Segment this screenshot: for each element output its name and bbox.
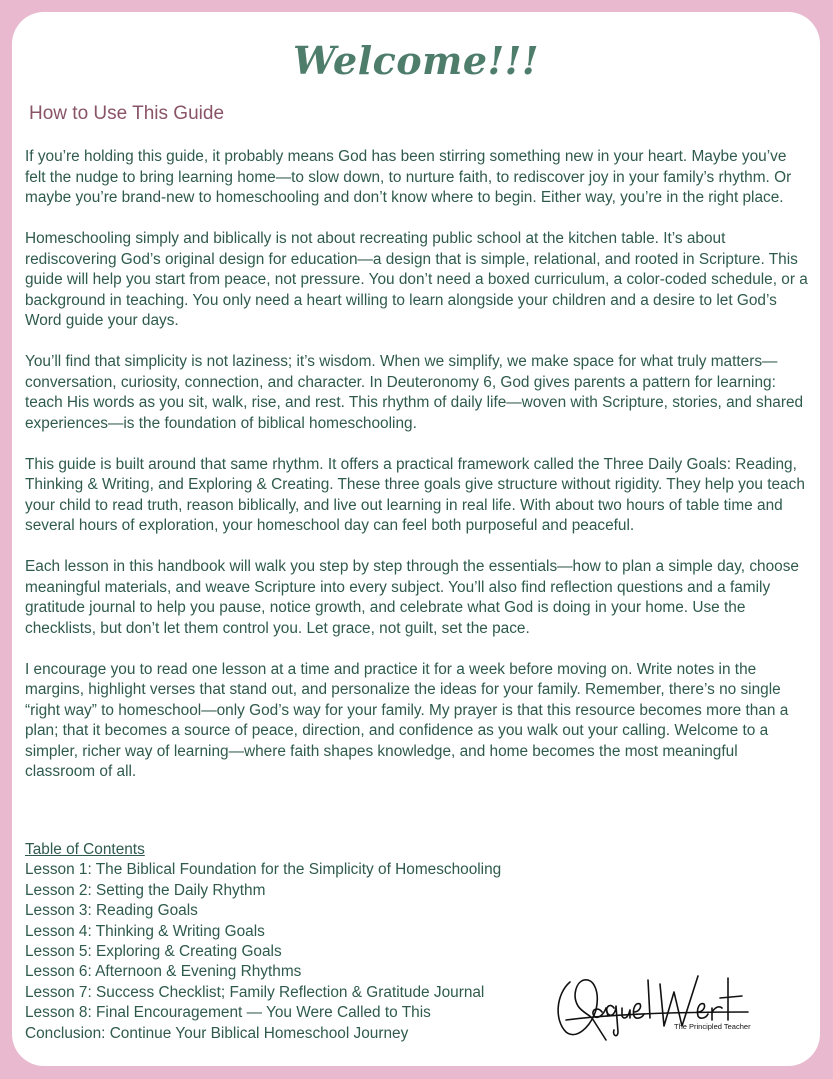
toc-item: Lesson 1: The Biblical Foundation for the Simplicity of Homeschooling bbox=[25, 861, 502, 879]
page-title: Welcome!!! bbox=[292, 38, 540, 83]
signature bbox=[552, 962, 752, 1052]
paragraph: Homeschooling simply and biblically is not about recreating public school at the kitchen table. It’s about rediscovering God’s original design for education—a design that is simple, relational, and rooted in Scripture. This guide will help you start from peace, not pressure. You don’t need a boxed curriculum, a color-coded schedule, or a background in teaching. You only need a heart willing to learn alongside your children and a desire to let God’s Word guide your days. bbox=[25, 230, 808, 329]
toc-item: Lesson 5: Exploring & Creating Goals bbox=[25, 943, 282, 961]
toc-item: Lesson 4: Thinking & Writing Goals bbox=[25, 922, 265, 940]
document-page bbox=[12, 12, 820, 1066]
signature-mark-icon bbox=[552, 962, 752, 1052]
table-of-contents bbox=[25, 840, 501, 1044]
signature-tagline: The Principled Teacher bbox=[674, 1022, 751, 1031]
paragraph: You’ll find that simplicity is not laziness; it’s wisdom. When we simplify, we make space for what truly matters—conversation, curiosity, connection, and character. In Deuteronomy 6, God gives parents a pattern for learning: teach His words as you sit, walk, rise, and rest. This rhythm of daily life—woven with Scripture, stories, and shared experiences—is the foundation of biblical homeschooling. bbox=[25, 353, 804, 432]
paragraph: Each lesson in this handbook will walk you step by step through the essentials—how to plan a simple day, choose meaningful materials, and weave Scripture into every subject. You’ll also find reflection questions and a family gratitude journal to help you pause, notice growth, and celebrate what God is doing in your home. Use the checklists, but don’t let them control you. Let grace, not guilt, set the pace. bbox=[25, 558, 799, 637]
toc-item: Lesson 7: Success Checklist; Family Reflection & Gratitude Journal bbox=[25, 983, 485, 1001]
paragraph: This guide is built around that same rhythm. It offers a practical framework called the Three Daily Goals: Reading, Thinking & Writing, and Exploring & Creating. These three goals give structure without rigidity. They help you teach your child to read truth, reason biblically, and live out learning in real life. With about two hours of table time and several hours of exploration, your homeschool day can feel both purposeful and peaceful. bbox=[25, 455, 805, 534]
toc-list bbox=[25, 860, 501, 1044]
toc-item: Conclusion: Continue Your Biblical Homeschool Journey bbox=[25, 1024, 409, 1042]
paragraph: If you’re holding this guide, it probably means God has been stirring something new in your heart. Maybe you’ve felt the nudge to bring learning home—to slow down, to nurture faith, to rediscover joy in your family’s rhythm. Or maybe you’re brand-new to homeschooling and don’t know where to begin. Either way, you’re in the right place. bbox=[25, 148, 792, 206]
paragraph: I encourage you to read one lesson at a time and practice it for a week before moving on. Write notes in the margins, highlight verses that stand out, and personalize the ideas for your family. Remember, there’s no single “right way” to homeschool—only God’s way for your family. My prayer is that this resource becomes more than a plan; that it becomes a source of peace, direction, and confidence as you walk out your calling. Welcome to a simpler, richer way of learning—where faith shapes knowledge, and home becomes the most meaningful classroom of all. bbox=[25, 660, 789, 780]
toc-item: Lesson 8: Final Encouragement — You Were Called to This bbox=[25, 1004, 431, 1022]
toc-item: Lesson 6: Afternoon & Evening Rhythms bbox=[25, 963, 302, 981]
section-heading: How to Use This Guide bbox=[29, 103, 225, 124]
toc-item: Lesson 2: Setting the Daily Rhythm bbox=[25, 881, 266, 899]
body-text bbox=[25, 147, 808, 803]
toc-heading: Table of Contents bbox=[25, 841, 145, 858]
toc-item: Lesson 3: Reading Goals bbox=[25, 902, 198, 920]
